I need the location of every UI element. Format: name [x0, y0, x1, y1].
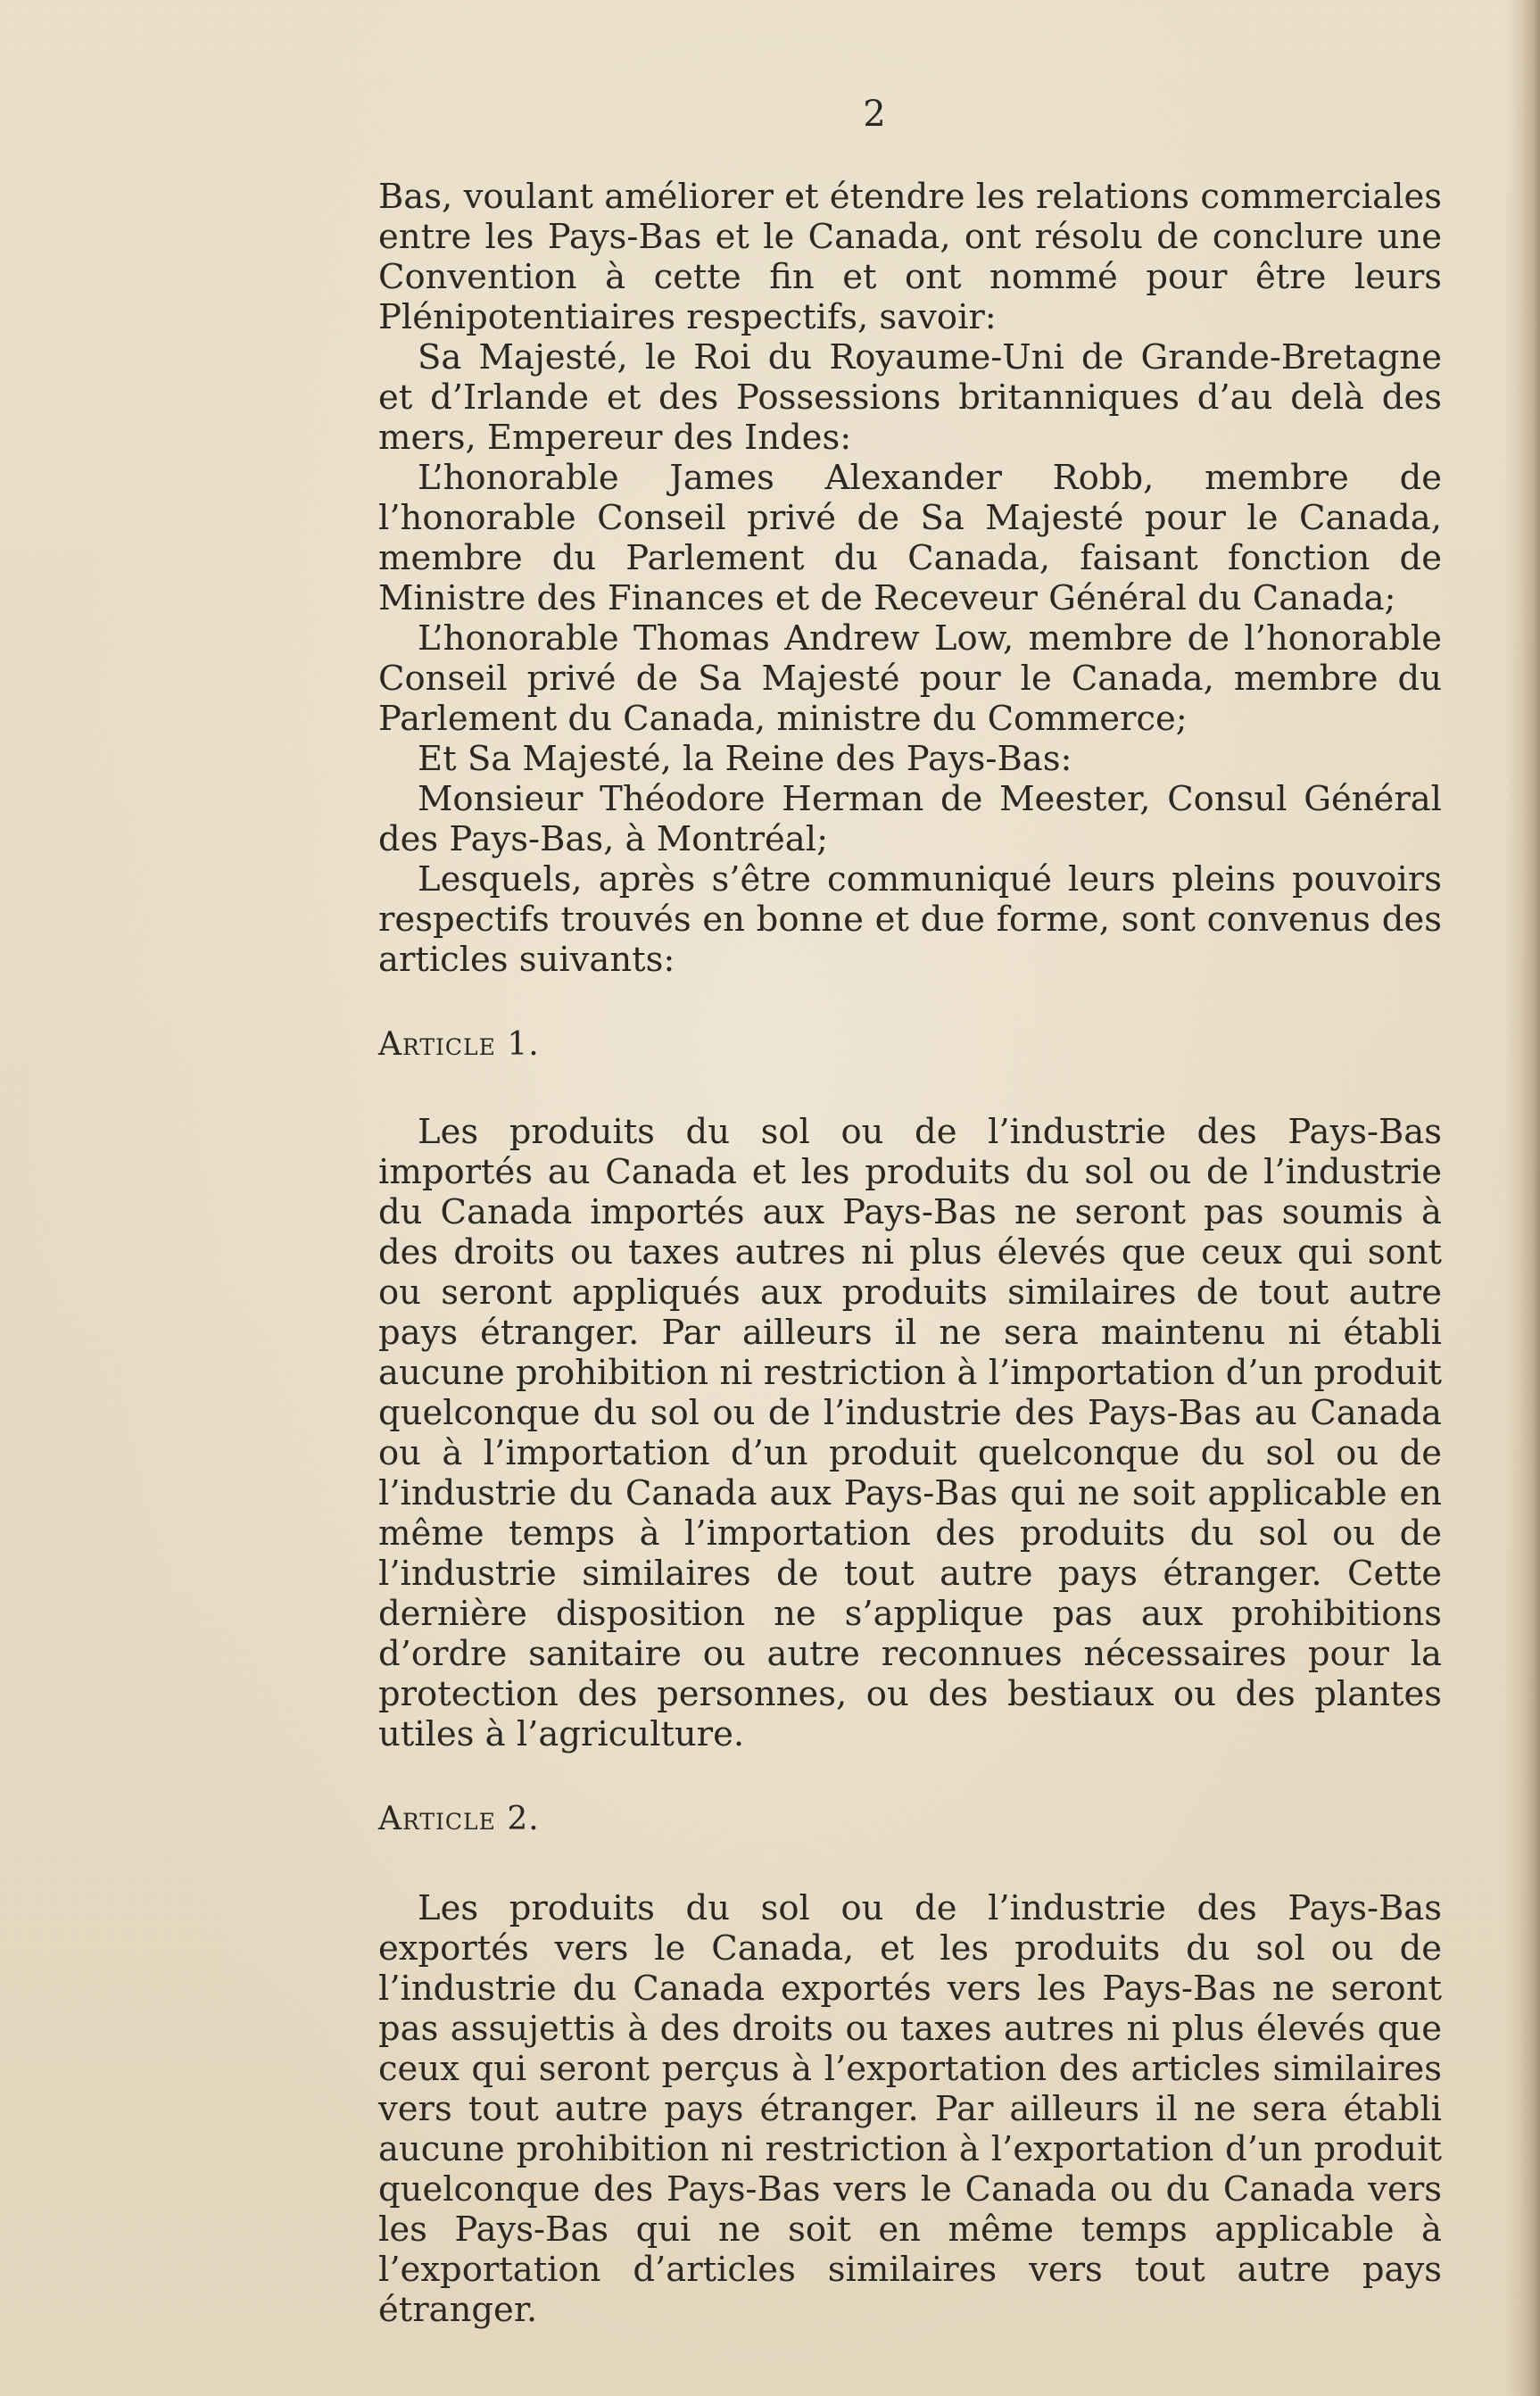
preamble-closing: Lesquels, après s’être communiqué leurs pleins pouvoirs respectifs trouvés en bonne et due forme, sont convenus des articles suivants:	[378, 859, 1442, 980]
preamble-low: L’honorable Thomas Andrew Low, membre de l’honorable Conseil privé de Sa Majesté pour le Canada, membre du Parlement du Canada, ministre du Commerce;	[378, 618, 1442, 739]
article-1-heading: Article 1.	[378, 1026, 540, 1063]
document-body	[378, 177, 1442, 2330]
preamble-queen: Et Sa Majesté, la Reine des Pays-Bas:	[418, 739, 1072, 779]
article-2-text: Les produits du sol ou de l’industrie des Pays-Bas exportés vers le Canada, et les produits du sol ou de l’industrie du Canada exportés vers les Pays-Bas ne seront pas assujettis à des droits ou taxes autres ni plus élevés que ceux qui seront perçus à l’exportation des articles similaires vers tout autre pays étranger. Par ailleurs il ne sera établi aucune prohibition ni restriction à l’exportation d’un produit quelconque des Pays-Bas vers le Canada ou du Canada vers les Pays-Bas qui ne soit en même temps applicable à l’exportation d’articles similaires vers tout autre pays étranger.	[378, 1888, 1442, 2330]
page-number: 2	[863, 94, 886, 135]
article-1-text: Les produits du sol ou de l’industrie des Pays-Bas importés au Canada et les produits du sol ou de l’industrie du Canada importés aux Pays-Bas ne seront pas soumis à des droits ou taxes autres ni plus élevés que ceux qui sont ou seront appliqués aux produits similaires de tout autre pays étranger. Par ailleurs il ne sera maintenu ni établi aucune prohibition ni restriction à l’importation d’un produit quelconque du sol ou de l’industrie des Pays-Bas au Canada ou à l’importation d’un produit quelconque du sol ou de l’industrie du Canada aux Pays-Bas qui ne soit applicable en même temps à l’importation des produits du sol ou de l’industrie similaires de tout autre pays étranger. Cette dernière disposition ne s’applique pas aux prohibitions d’ordre sanitaire ou autre reconnues nécessaires pour la protection des personnes, ou des bestiaux ou des plantes utiles à l’agriculture.	[378, 1112, 1442, 1754]
preamble-king: Sa Majesté, le Roi du Royaume-Uni de Grande-Bretagne et d’Irlande et des Possessions britanniques d’au delà des mers, Empereur des Indes:	[378, 337, 1442, 458]
preamble-opening: Bas, voulant améliorer et étendre les relations commerciales entre les Pays-Bas et le Canada, ont résolu de conclure une Convention à cette fin et ont nommé pour être leurs Plénipotentiaires respectifs, savoir:	[378, 177, 1442, 337]
page-edge-shadow	[1504, 0, 1540, 2396]
preamble-meester: Monsieur Théodore Herman de Meester, Consul Général des Pays-Bas, à Montréal;	[378, 779, 1442, 859]
preamble-robb: L’honorable James Alexander Robb, membre de l’honorable Conseil privé de Sa Majesté pour le Canada, membre du Parlement du Canada, faisant fonction de Ministre des Finances et de Receveur Général du Canada;	[378, 458, 1442, 618]
article-2-heading: Article 2.	[378, 1801, 540, 1837]
